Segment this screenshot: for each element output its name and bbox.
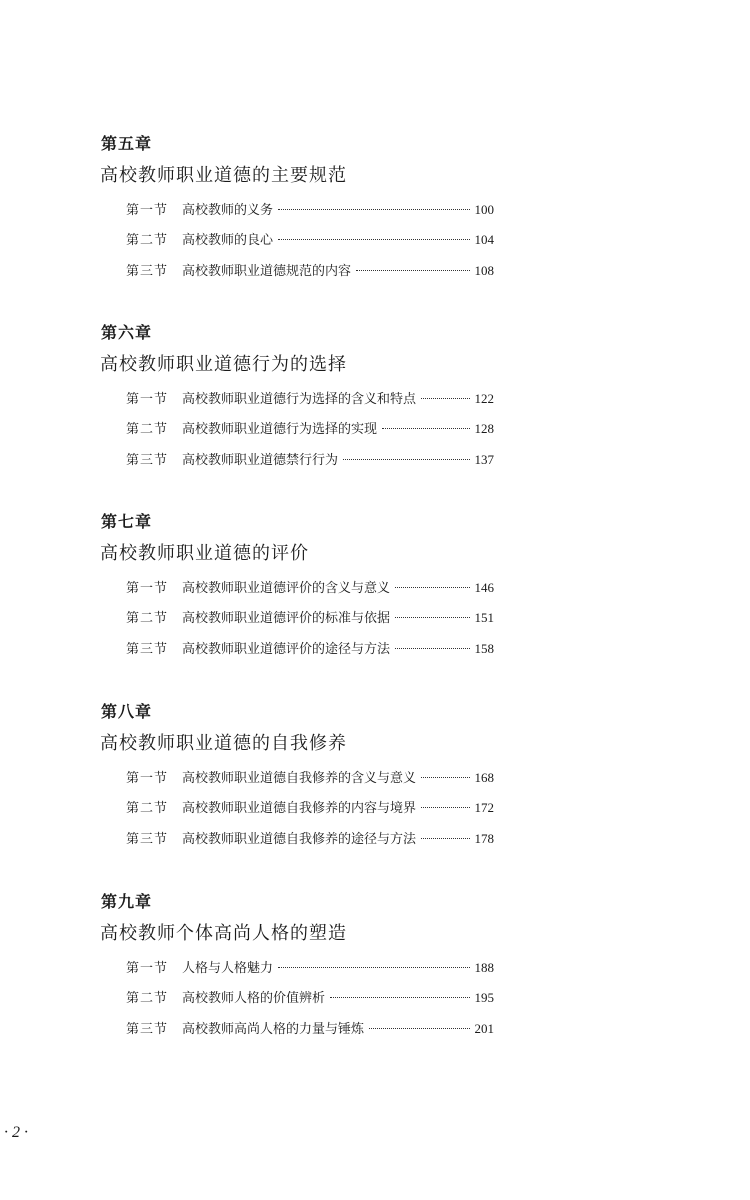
chapter-label: 第八章 xyxy=(101,702,153,721)
chapter-label: 第六章 xyxy=(101,323,153,342)
toc-entry[interactable] xyxy=(126,200,494,220)
section-title: 高校教师职业道德评价的途径与方法 xyxy=(182,642,391,657)
section-page-number: 137 xyxy=(474,452,494,467)
section-number: 第一节 xyxy=(126,203,169,218)
chapter-title: 高校教师职业道德的主要规范 xyxy=(100,165,347,186)
dot-leader xyxy=(421,398,469,399)
toc-entry[interactable] xyxy=(126,829,494,849)
section-page-number: 146 xyxy=(474,580,494,595)
chapter-label: 第七章 xyxy=(101,512,153,531)
chapter-label: 第九章 xyxy=(101,892,153,911)
section-number: 第三节 xyxy=(126,453,169,468)
toc-entry[interactable] xyxy=(126,261,494,281)
section-number: 第三节 xyxy=(126,832,169,847)
chapter-title: 高校教师个体高尚人格的塑造 xyxy=(100,923,347,944)
section-number: 第一节 xyxy=(126,581,169,596)
dot-leader xyxy=(330,997,469,998)
toc-entry[interactable] xyxy=(126,608,494,628)
toc-entry[interactable] xyxy=(126,389,494,409)
dot-leader xyxy=(278,209,469,210)
dot-leader xyxy=(421,807,469,808)
section-page-number: 172 xyxy=(474,800,494,815)
toc-entry[interactable] xyxy=(126,768,494,788)
section-title: 高校教师职业道德评价的标准与依据 xyxy=(182,611,391,626)
section-title: 高校教师职业道德自我修养的内容与境界 xyxy=(182,801,417,816)
section-page-number: 128 xyxy=(474,421,494,436)
chapter-title: 高校教师职业道德的自我修养 xyxy=(100,733,347,754)
section-number: 第二节 xyxy=(126,611,169,626)
section-title: 高校教师职业道德行为选择的含义和特点 xyxy=(182,392,417,407)
section-page-number: 201 xyxy=(474,1021,494,1036)
toc-entry[interactable] xyxy=(126,958,494,978)
section-page-number: 108 xyxy=(474,263,494,278)
toc-entry[interactable] xyxy=(126,578,494,598)
dot-leader xyxy=(278,967,469,968)
section-title: 高校教师的义务 xyxy=(182,203,274,218)
section-page-number: 195 xyxy=(474,990,494,1005)
section-number: 第二节 xyxy=(126,801,169,816)
section-page-number: 168 xyxy=(474,770,494,785)
dot-leader xyxy=(356,270,469,271)
dot-leader xyxy=(369,1028,469,1029)
chapter-title: 高校教师职业道德的评价 xyxy=(100,543,309,564)
dot-leader xyxy=(421,777,469,778)
section-number: 第一节 xyxy=(126,771,169,786)
toc-entry[interactable] xyxy=(126,988,494,1008)
toc-entry[interactable] xyxy=(126,419,494,439)
section-number: 第三节 xyxy=(126,642,169,657)
section-number: 第二节 xyxy=(126,233,169,248)
section-title: 高校教师职业道德自我修养的途径与方法 xyxy=(182,832,417,847)
dot-leader xyxy=(382,428,469,429)
toc-entry[interactable] xyxy=(126,450,494,470)
section-number: 第一节 xyxy=(126,392,169,407)
section-number: 第二节 xyxy=(126,422,169,437)
section-page-number: 151 xyxy=(474,610,494,625)
section-page-number: 104 xyxy=(474,232,494,247)
section-title: 高校教师高尚人格的力量与锤炼 xyxy=(182,1022,365,1037)
section-page-number: 158 xyxy=(474,641,494,656)
section-page-number: 122 xyxy=(474,391,494,406)
section-title: 高校教师职业道德自我修养的含义与意义 xyxy=(182,771,417,786)
section-title: 高校教师职业道德规范的内容 xyxy=(182,264,352,279)
toc-entry[interactable] xyxy=(126,230,494,250)
dot-leader xyxy=(395,617,469,618)
section-title: 高校教师职业道德评价的含义与意义 xyxy=(182,581,391,596)
dot-leader xyxy=(343,459,469,460)
section-title: 高校教师职业道德禁行行为 xyxy=(182,453,339,468)
section-page-number: 100 xyxy=(474,202,494,217)
page-number: · 2 · xyxy=(4,1124,28,1141)
toc-entry[interactable] xyxy=(126,1019,494,1039)
section-page-number: 188 xyxy=(474,960,494,975)
section-title: 高校教师人格的价值辨析 xyxy=(182,991,326,1006)
toc-entry[interactable] xyxy=(126,798,494,818)
toc-entry[interactable] xyxy=(126,639,494,659)
dot-leader xyxy=(395,587,469,588)
section-number: 第三节 xyxy=(126,1022,169,1037)
section-title: 高校教师的良心 xyxy=(182,233,274,248)
section-number: 第一节 xyxy=(126,961,169,976)
section-title: 人格与人格魅力 xyxy=(182,961,274,976)
section-number: 第三节 xyxy=(126,264,169,279)
section-number: 第二节 xyxy=(126,991,169,1006)
dot-leader xyxy=(395,648,469,649)
dot-leader xyxy=(278,239,469,240)
dot-leader xyxy=(421,838,469,839)
section-title: 高校教师职业道德行为选择的实现 xyxy=(182,422,378,437)
chapter-title: 高校教师职业道德行为的选择 xyxy=(100,354,347,375)
chapter-label: 第五章 xyxy=(101,134,153,153)
section-page-number: 178 xyxy=(474,831,494,846)
